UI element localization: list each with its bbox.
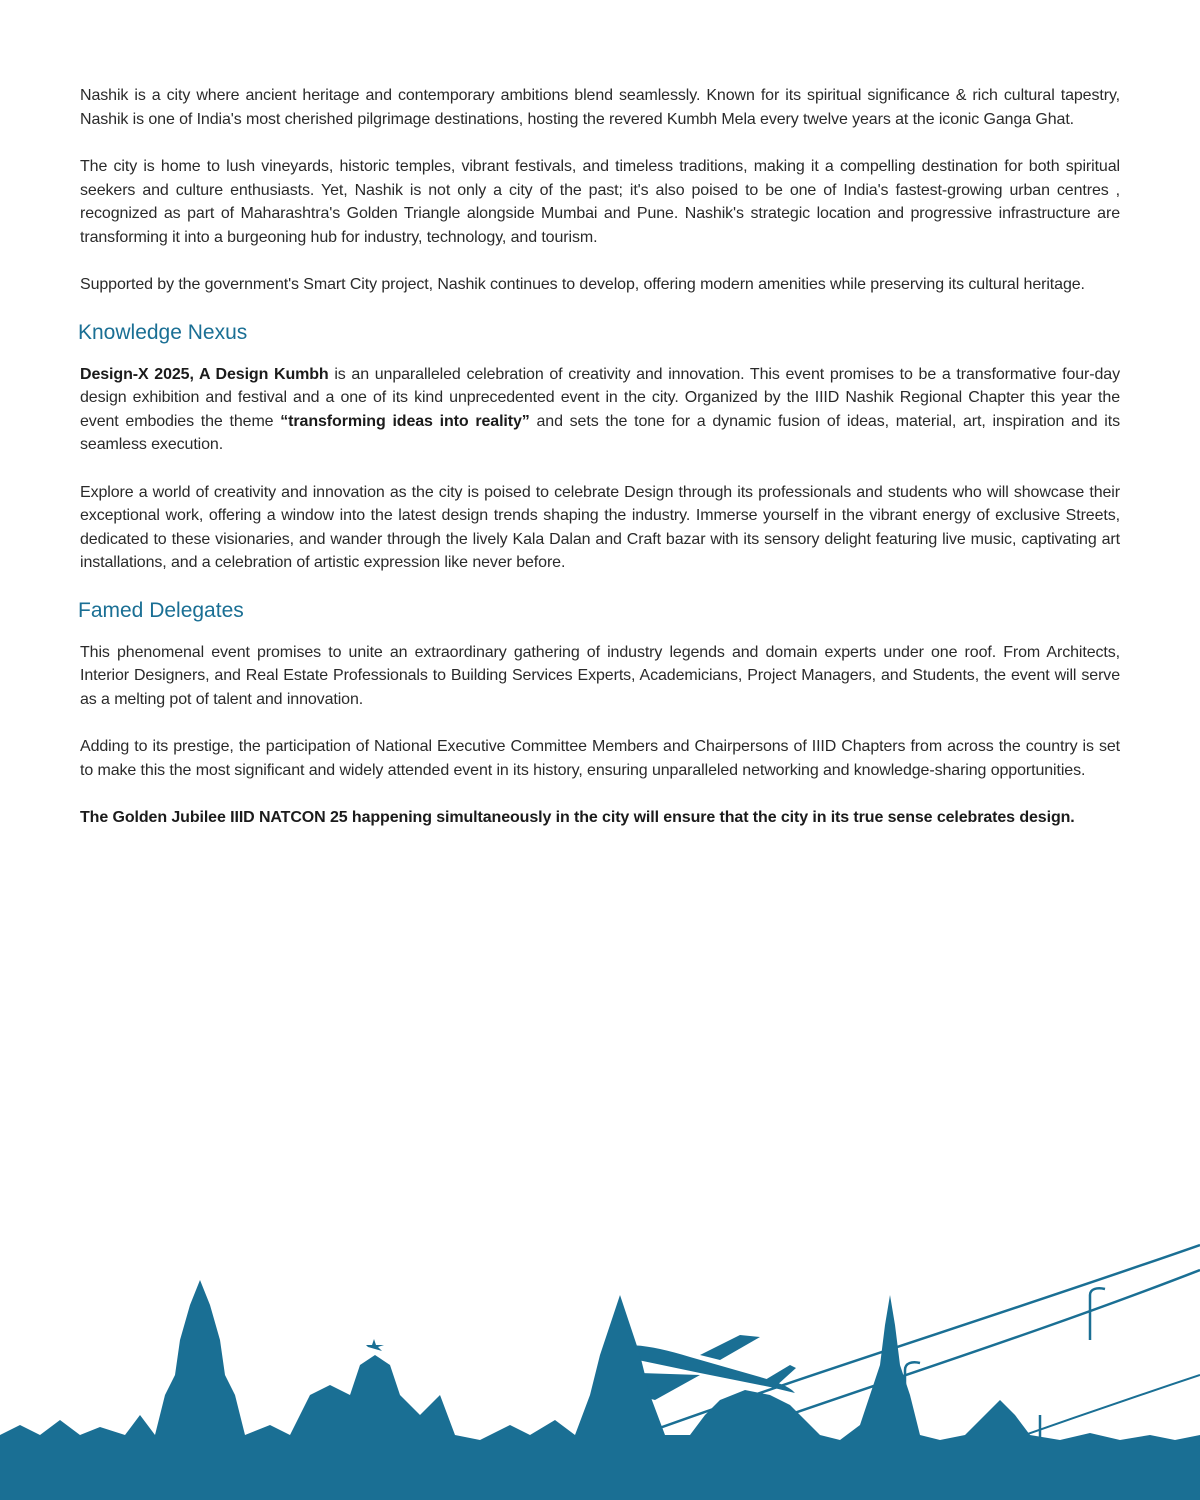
event-name: Design-X 2025, A Design Kumbh [80, 365, 329, 383]
small-airplane-icon [366, 1339, 384, 1351]
intro-paragraph-3: Supported by the government's Smart City project, Nashik continues to develop, offering modern amenities while preserving its cultural heritage. [80, 276, 1085, 293]
knowledge-nexus-paragraph-1 [80, 363, 1120, 457]
event-description-b: and sets the tone for a dynamic fusion of ideas, material, art, inspiration and its seamless execution. [80, 412, 1120, 453]
closing-statement: The Golden Jubilee IIID NATCON 25 happening simultaneously in the city will ensure that the city in its true sense celebrates design. [80, 809, 1075, 826]
famed-delegates-heading: Famed Delegates [78, 598, 244, 622]
famed-delegates-paragraph-1: This phenomenal event promises to unite an extraordinary gathering of industry legends and domain experts under one roof. From Architects, Interior Designers, and Real Estate Professionals to Building Services Experts, Academicians, Project Managers, and Students, the event will serve as a melting pot of talent and innovation. [80, 643, 1120, 708]
document-body [80, 84, 1120, 854]
event-description-a: is an unparalleled celebration of creativity and innovation. This event promises to be a transformative four-day design exhibition and festival and a one of its kind unprecedented event in the city. Organized by the IIID Nashik Regional Chapter this year the event embodies the theme [80, 365, 1120, 430]
famed-delegates-paragraph-2: Adding to its prestige, the participation of National Executive Committee Members and Chairpersons of IIID Chapters from across the country is set to make this the most significant and widely attended event in its history, ensuring unparalleled networking and knowledge-sharing opportunities. [80, 738, 1120, 779]
knowledge-nexus-paragraph-2: Explore a world of creativity and innovation as the city is poised to celebrate Design through its professionals and students who will showcase their exceptional work, offering a window into the latest design trends shaping the industry. Immerse yourself in the vibrant energy of exclusive Streets, dedicated to these visionaries, and wander through the lively Kala Dalan and Craft bazar with its sensory delight featuring live music, captivating art installations, and a celebration of artistic expression like never before. [80, 483, 1120, 571]
knowledge-nexus-heading: Knowledge Nexus [78, 320, 248, 344]
event-theme: “transforming ideas into reality” [280, 412, 530, 430]
heritage-silhouette [0, 1280, 1200, 1500]
city-skyline-illustration [0, 995, 1200, 1500]
intro-paragraph-1: Nashik is a city where ancient heritage and contemporary ambitions blend seamlessly. Known for its spiritual significance & rich cultural tapestry, Nashik is one of India's most cherished pilgrimage destinations, hosting the revered Kumbh Mela every twelve years at the iconic Ganga Ghat. [80, 87, 1120, 128]
intro-paragraph-2: The city is home to lush vineyards, historic temples, vibrant festivals, and timeless traditions, making it a compelling destination for both spiritual seekers and culture enthusiasts. Yet, Nashik is not only a city of the past; it's also poised to be one of India's fastest-growing urban centres , recognized as part of Maharashtra's Golden Triangle alongside Mumbai and Pune. Nashik's strategic location and progressive infrastructure are transforming it into a burgeoning hub for industry, technology, and tourism. [80, 158, 1120, 246]
